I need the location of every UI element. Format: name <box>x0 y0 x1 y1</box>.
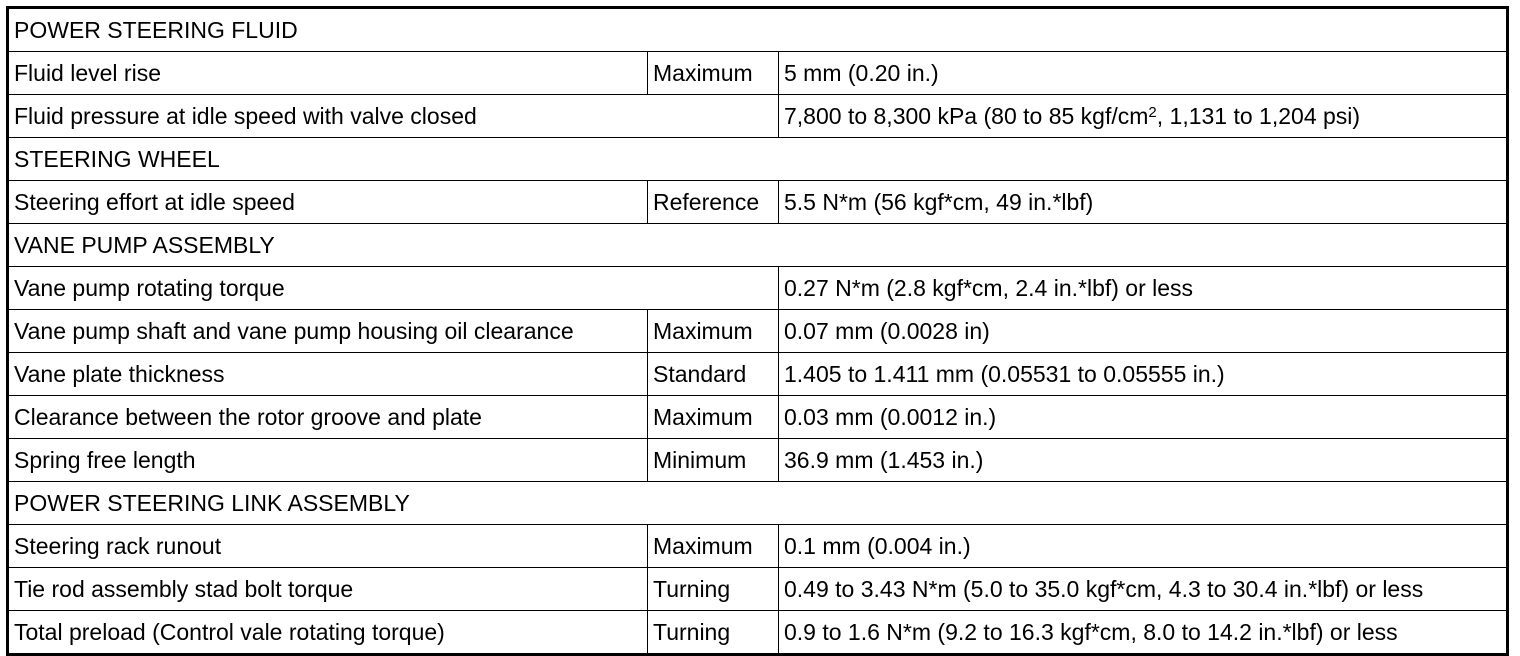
item-cell: Clearance between the rotor groove and plate <box>8 396 648 439</box>
table-row <box>8 396 1508 439</box>
value-cell: 0.07 mm (0.0028 in) <box>779 310 1508 353</box>
table-row <box>8 267 1508 310</box>
superscript-text: 2 <box>1148 103 1157 121</box>
item-cell: Vane pump rotating torque <box>8 267 779 310</box>
item-cell: Steering rack runout <box>8 525 648 568</box>
section-title: POWER STEERING LINK ASSEMBLY <box>8 482 1508 525</box>
value-cell: 0.03 mm (0.0012 in.) <box>779 396 1508 439</box>
item-cell: Spring free length <box>8 439 648 482</box>
item-cell: Steering effort at idle speed <box>8 181 648 224</box>
table-row <box>8 181 1508 224</box>
table-row <box>8 353 1508 396</box>
value-cell: 0.49 to 3.43 N*m (5.0 to 35.0 kgf*cm, 4.3 to 30.4 in.*lbf) or less <box>779 568 1508 611</box>
value-cell: 0.1 mm (0.004 in.) <box>779 525 1508 568</box>
condition-cell: Reference <box>648 181 779 224</box>
condition-cell: Maximum <box>648 525 779 568</box>
value-cell: 0.9 to 1.6 N*m (9.2 to 16.3 kgf*cm, 8.0 to 14.2 in.*lbf) or less <box>779 611 1508 655</box>
item-cell: Tie rod assembly stad bolt torque <box>8 568 648 611</box>
table-row <box>8 525 1508 568</box>
section-title: STEERING WHEEL <box>8 138 1508 181</box>
item-cell: Vane plate thickness <box>8 353 648 396</box>
value-text-suffix: , 1,131 to 1,204 psi) <box>1156 102 1361 129</box>
condition-cell: Turning <box>648 568 779 611</box>
value-cell: 5 mm (0.20 in.) <box>779 52 1508 95</box>
section-title: POWER STEERING FLUID <box>8 8 1508 52</box>
value-cell <box>779 95 1508 138</box>
condition-cell: Standard <box>648 353 779 396</box>
table-row <box>8 310 1508 353</box>
table-row <box>8 611 1508 655</box>
condition-cell: Maximum <box>648 310 779 353</box>
item-cell: Fluid level rise <box>8 52 648 95</box>
section-title: VANE PUMP ASSEMBLY <box>8 224 1508 267</box>
condition-cell: Maximum <box>648 396 779 439</box>
value-cell: 36.9 mm (1.453 in.) <box>779 439 1508 482</box>
value-cell: 1.405 to 1.411 mm (0.05531 to 0.05555 in.) <box>779 353 1508 396</box>
table-row <box>8 52 1508 95</box>
item-cell: Total preload (Control vale rotating torque) <box>8 611 648 655</box>
condition-cell: Maximum <box>648 52 779 95</box>
condition-cell: Turning <box>648 611 779 655</box>
value-cell: 0.27 N*m (2.8 kgf*cm, 2.4 in.*lbf) or less <box>779 267 1508 310</box>
table-row <box>8 568 1508 611</box>
specification-table <box>6 6 1509 656</box>
item-cell: Fluid pressure at idle speed with valve closed <box>8 95 779 138</box>
condition-cell: Minimum <box>648 439 779 482</box>
table-row <box>8 439 1508 482</box>
section-header-row <box>8 482 1508 525</box>
section-header-row <box>8 224 1508 267</box>
section-header-row <box>8 138 1508 181</box>
value-text: 7,800 to 8,300 kPa (80 to 85 kgf/cm <box>784 102 1149 129</box>
value-cell: 5.5 N*m (56 kgf*cm, 49 in.*lbf) <box>779 181 1508 224</box>
table-row <box>8 95 1508 138</box>
section-header-row <box>8 8 1508 52</box>
item-cell: Vane pump shaft and vane pump housing oil clearance <box>8 310 648 353</box>
